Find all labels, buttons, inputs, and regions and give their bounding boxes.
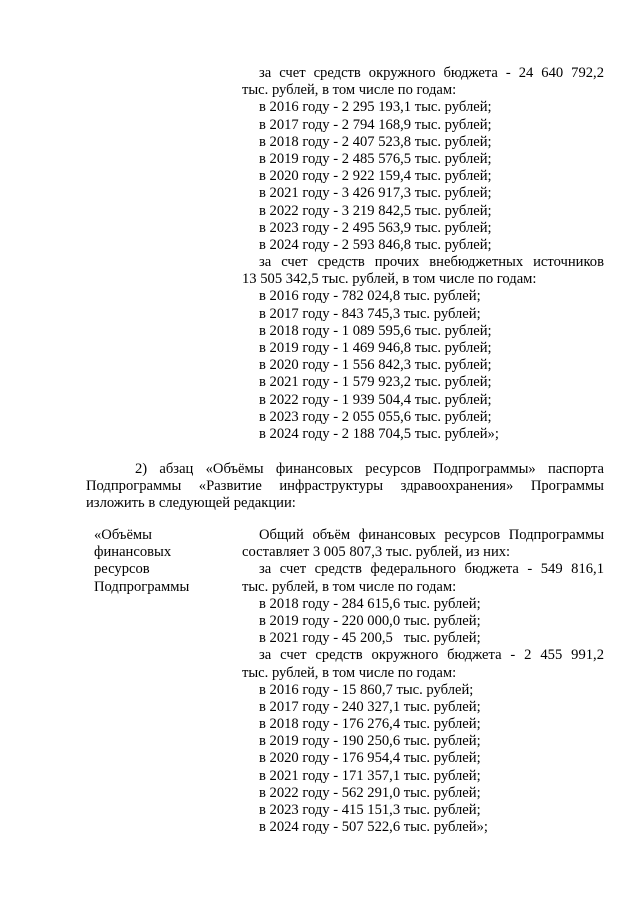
okrug-year-line: в 2023 году - 2 495 563,9 тыс. рублей; [259, 219, 492, 236]
amendment-paragraph [86, 461, 604, 513]
other-year-line: в 2022 году - 1 939 504,4 тыс. рублей; [259, 391, 492, 408]
other-year-line: в 2021 году - 1 579 923,2 тыс. рублей; [259, 374, 492, 391]
okrug-year-line: в 2019 году - 2 485 576,5 тыс. рублей; [259, 150, 492, 167]
total-funding-line: Общий объём финансовых ресурсов Подпрограммы [259, 527, 604, 543]
okrug-year-line: в 2023 году - 415 151,3 тыс. рублей; [259, 802, 481, 818]
okrug-year-line: в 2020 году - 176 954,4 тыс. рублей; [259, 750, 481, 767]
federal-year-line: в 2019 году - 220 000,0 тыс. рублей; [259, 612, 481, 629]
other-year-line: в 2019 году - 1 469 946,8 тыс. рублей; [259, 340, 492, 356]
table-label-column [94, 527, 234, 596]
okrug-budget-intro-cont: тыс. рублей, в том числе по годам: [242, 82, 457, 99]
okrug-year-line: в 2022 году - 3 219 842,5 тыс. рублей; [259, 202, 492, 219]
other-sources-intro-cont: 13 505 342,5 тыс. рублей, в том числе по годам: [242, 271, 537, 288]
okrug-budget-intro-cont: тыс. рублей, в том числе по годам: [242, 664, 457, 681]
other-year-line: в 2024 году - 2 188 704,5 тыс. рублей»; [259, 425, 499, 442]
federal-year-line: в 2021 году - 45 200,5 тыс. рублей; [259, 630, 481, 647]
okrug-year-line: в 2021 году - 171 357,1 тыс. рублей; [259, 767, 481, 784]
okrug-year-line: в 2021 году - 3 426 917,3 тыс. рублей; [259, 185, 492, 202]
okrug-year-line: в 2018 году - 176 276,4 тыс. рублей; [259, 716, 481, 733]
other-year-line: в 2017 году - 843 745,3 тыс. рублей; [259, 305, 481, 322]
other-year-line: в 2016 году - 782 024,8 тыс. рублей; [259, 288, 481, 305]
paragraph-line: 2) абзац «Объёмы финансовых ресурсов Подпрограммы» паспорта [135, 461, 604, 477]
okrug-year-line: в 2016 году - 15 860,7 тыс. рублей; [259, 681, 474, 698]
okrug-year-line: в 2020 году - 2 922 159,4 тыс. рублей; [259, 168, 492, 185]
total-funding-line: составляет 3 005 807,3 тыс. рублей, из них: [242, 544, 511, 561]
federal-budget-intro: за счет средств федерального бюджета - 549 816,1 [259, 561, 604, 578]
okrug-budget-intro: за счет средств окружного бюджета - 24 640 792,2 [259, 65, 604, 81]
other-year-line: в 2020 году - 1 556 842,3 тыс. рублей; [259, 357, 492, 374]
okrug-year-line: в 2022 году - 562 291,0 тыс. рублей; [259, 784, 481, 801]
table-value-column [242, 527, 604, 836]
top-funding-section [242, 65, 604, 443]
paragraph-line: изложить в следующей редакции: [86, 495, 296, 512]
federal-year-line: в 2018 году - 284 615,6 тыс. рублей; [259, 595, 481, 612]
table-label-line: ресурсов [94, 561, 150, 578]
other-year-line: в 2018 году - 1 089 595,6 тыс. рублей; [259, 322, 492, 339]
paragraph-line: Подпрограммы «Развитие инфраструктуры здравоохранения» Программы [86, 478, 604, 495]
okrug-year-line: в 2018 году - 2 407 523,8 тыс. рублей; [259, 133, 492, 150]
okrug-year-line: в 2024 году - 507 522,6 тыс. рублей»; [259, 819, 488, 836]
table-label-line: Подпрограммы [94, 578, 190, 595]
okrug-year-line: в 2016 году - 2 295 193,1 тыс. рублей; [259, 99, 492, 116]
other-sources-intro: за счет средств прочих внебюджетных источников [259, 254, 604, 271]
table-label-line: «Объёмы [94, 527, 152, 543]
other-year-line: в 2023 году - 2 055 055,6 тыс. рублей; [259, 408, 492, 425]
okrug-year-line: в 2017 году - 2 794 168,9 тыс. рублей; [259, 116, 492, 133]
okrug-year-line: в 2024 году - 2 593 846,8 тыс. рублей; [259, 236, 492, 253]
okrug-year-line: в 2017 году - 240 327,1 тыс. рублей; [259, 698, 481, 715]
federal-budget-intro-cont: тыс. рублей, в том числе по годам: [242, 578, 457, 595]
table-label-line: финансовых [94, 544, 172, 561]
okrug-year-line: в 2019 году - 190 250,6 тыс. рублей; [259, 733, 481, 750]
okrug-budget-intro: за счет средств окружного бюджета - 2 455 991,2 [259, 647, 604, 664]
